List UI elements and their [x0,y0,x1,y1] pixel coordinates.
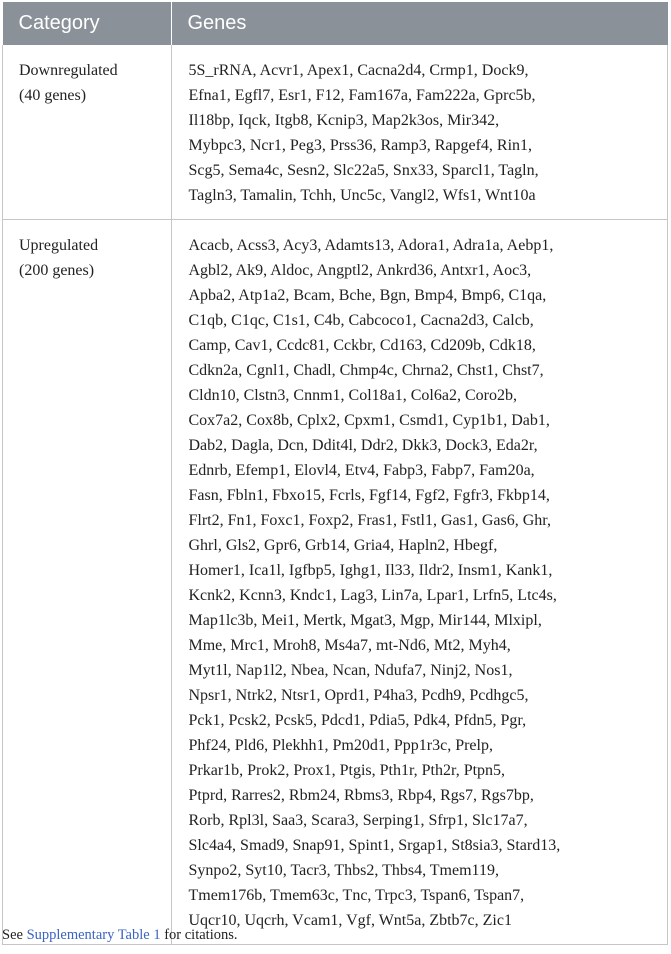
gene-list-line: Ghrl, Gls2, Gpr6, Grb14, Gria4, Hapln2, Hbegf, [188,537,498,554]
gene-list-line: Phf24, Pld6, Plekhh1, Pm20d1, Ppp1r3c, Prelp, [188,737,493,754]
gene-list-line: Cldn10, Clstn3, Cnnm1, Col18a1, Col6a2, Coro2b, [188,387,517,404]
gene-list-line: Tmem176b, Tmem63c, Tnc, Trpc3, Tspan6, Tspan7, [188,887,525,904]
table-header-row [3,2,668,45]
gene-list-line: Npsr1, Ntrk2, Ntsr1, Oprd1, P4ha3, Pcdh9, Pcdhgc5, [188,687,529,704]
supplementary-table-link[interactable]: Supplementary Table 1 [26,927,161,943]
gene-category-table [2,2,668,945]
gene-list-line: Prkar1b, Prok2, Prox1, Ptgis, Pth1r, Pth2r, Ptpn5, [188,762,506,779]
genes-cell [171,45,668,220]
gene-list-line: 5S_rRNA, Acvr1, Apex1, Cacna2d4, Crmp1, Dock9, [188,62,529,79]
gene-list-line: Mybpc3, Ncr1, Peg3, Prss36, Ramp3, Rapgef4, Rin1, [188,137,533,154]
gene-list-line: Agbl2, Ak9, Aldoc, Angptl2, Ankrd36, Antxr1, Aoc3, [188,262,532,279]
header-category: Category [3,2,172,45]
category-cell [3,45,172,220]
gene-list-line: Cdkn2a, Cgnl1, Chadl, Chmp4c, Chrna2, Chst1, Chst7, [188,362,544,379]
gene-list-line: Myt1l, Nap1l2, Nbea, Ncan, Ndufa7, Ninj2, Nos1, [188,662,513,679]
gene-list-line: Map1lc3b, Mei1, Mertk, Mgat3, Mgp, Mir144, Mlxipl, [188,612,542,629]
gene-list-line: Rorb, Rpl3l, Saa3, Scara3, Serping1, Sfrp1, Slc17a7, [188,812,528,829]
gene-list-line: Efna1, Egfl7, Esr1, F12, Fam167a, Fam222a, Gprc5b, [188,87,536,104]
gene-list-line: Il18bp, Iqck, Itgb8, Kcnip3, Map2k3os, Mir342, [188,112,500,129]
gene-list-line: Kcnk2, Kcnn3, Kndc1, Lag3, Lin7a, Lpar1, Lrfn5, Ltc4s, [188,587,557,604]
gene-list-line: Ptprd, Rarres2, Rbm24, Rbms3, Rbp4, Rgs7, Rgs7bp, [188,787,534,804]
gene-list-line: Camp, Cav1, Ccdc81, Cckbr, Cd163, Cd209b, Cdk18, [188,337,536,354]
gene-list-line: Homer1, Ica1l, Igfbp5, Ighg1, Il33, Ildr2, Insm1, Kank1, [188,562,553,579]
gene-list-line: Tagln3, Tamalin, Tchh, Unc5c, Vangl2, Wfs1, Wnt10a [188,187,536,204]
category-cell [3,220,172,945]
gene-list-line: Acacb, Acss3, Acy3, Adamts13, Adora1, Adra1a, Aebp1, [188,237,554,254]
gene-list-line: Pck1, Pcsk2, Pcsk5, Pdcd1, Pdia5, Pdk4, Pfdn5, Pgr, [188,712,527,729]
category-name: Upregulated [19,237,99,254]
gene-list-line: Ednrb, Efemp1, Elovl4, Etv4, Fabp3, Fabp7, Fam20a, [188,462,535,479]
gene-list-line: Flrt2, Fn1, Foxc1, Foxp2, Fras1, Fstl1, Gas1, Gas6, Ghr, [188,512,551,529]
category-count: (200 genes) [19,262,95,279]
gene-list-line: Fasn, Fbln1, Fbxo15, Fcrls, Fgf14, Fgf2, Fgfr3, Fkbp14, [188,487,550,504]
category-name: Downregulated [19,62,118,79]
footnote [2,927,238,944]
gene-list-line: Scg5, Sema4c, Sesn2, Slc22a5, Snx33, Sparcl1, Tagln, [188,162,539,179]
gene-list-line: Slc4a4, Smad9, Snap91, Spint1, Srgap1, St8sia3, Stard13, [188,837,561,854]
gene-list-line: Apba2, Atp1a2, Bcam, Bche, Bgn, Bmp4, Bmp6, C1qa, [188,287,547,304]
gene-list-line: Uqcr10, Uqcrh, Vcam1, Vgf, Wnt5a, Zbtb7c, Zic1 [188,912,512,929]
footnote-suffix: for citations. [160,927,238,943]
table-row [3,220,668,945]
gene-list-line: Synpo2, Syt10, Tacr3, Thbs2, Thbs4, Tmem119, [188,862,499,879]
gene-list-line: Mme, Mrc1, Mroh8, Ms4a7, mt-Nd6, Mt2, Myh4, [188,637,511,654]
gene-list-line: Cox7a2, Cox8b, Cplx2, Cpxm1, Csmd1, Cyp1b1, Dab1, [188,412,550,429]
gene-list-line: C1qb, C1qc, C1s1, C4b, Cabcoco1, Cacna2d3, Calcb, [188,312,534,329]
genes-cell [171,220,668,945]
category-count: (40 genes) [19,87,87,104]
table-row [3,45,668,220]
footnote-prefix: See [2,927,27,943]
gene-list-line: Dab2, Dagla, Dcn, Ddit4l, Ddr2, Dkk3, Dock3, Eda2r, [188,437,538,454]
header-genes: Genes [171,2,668,45]
